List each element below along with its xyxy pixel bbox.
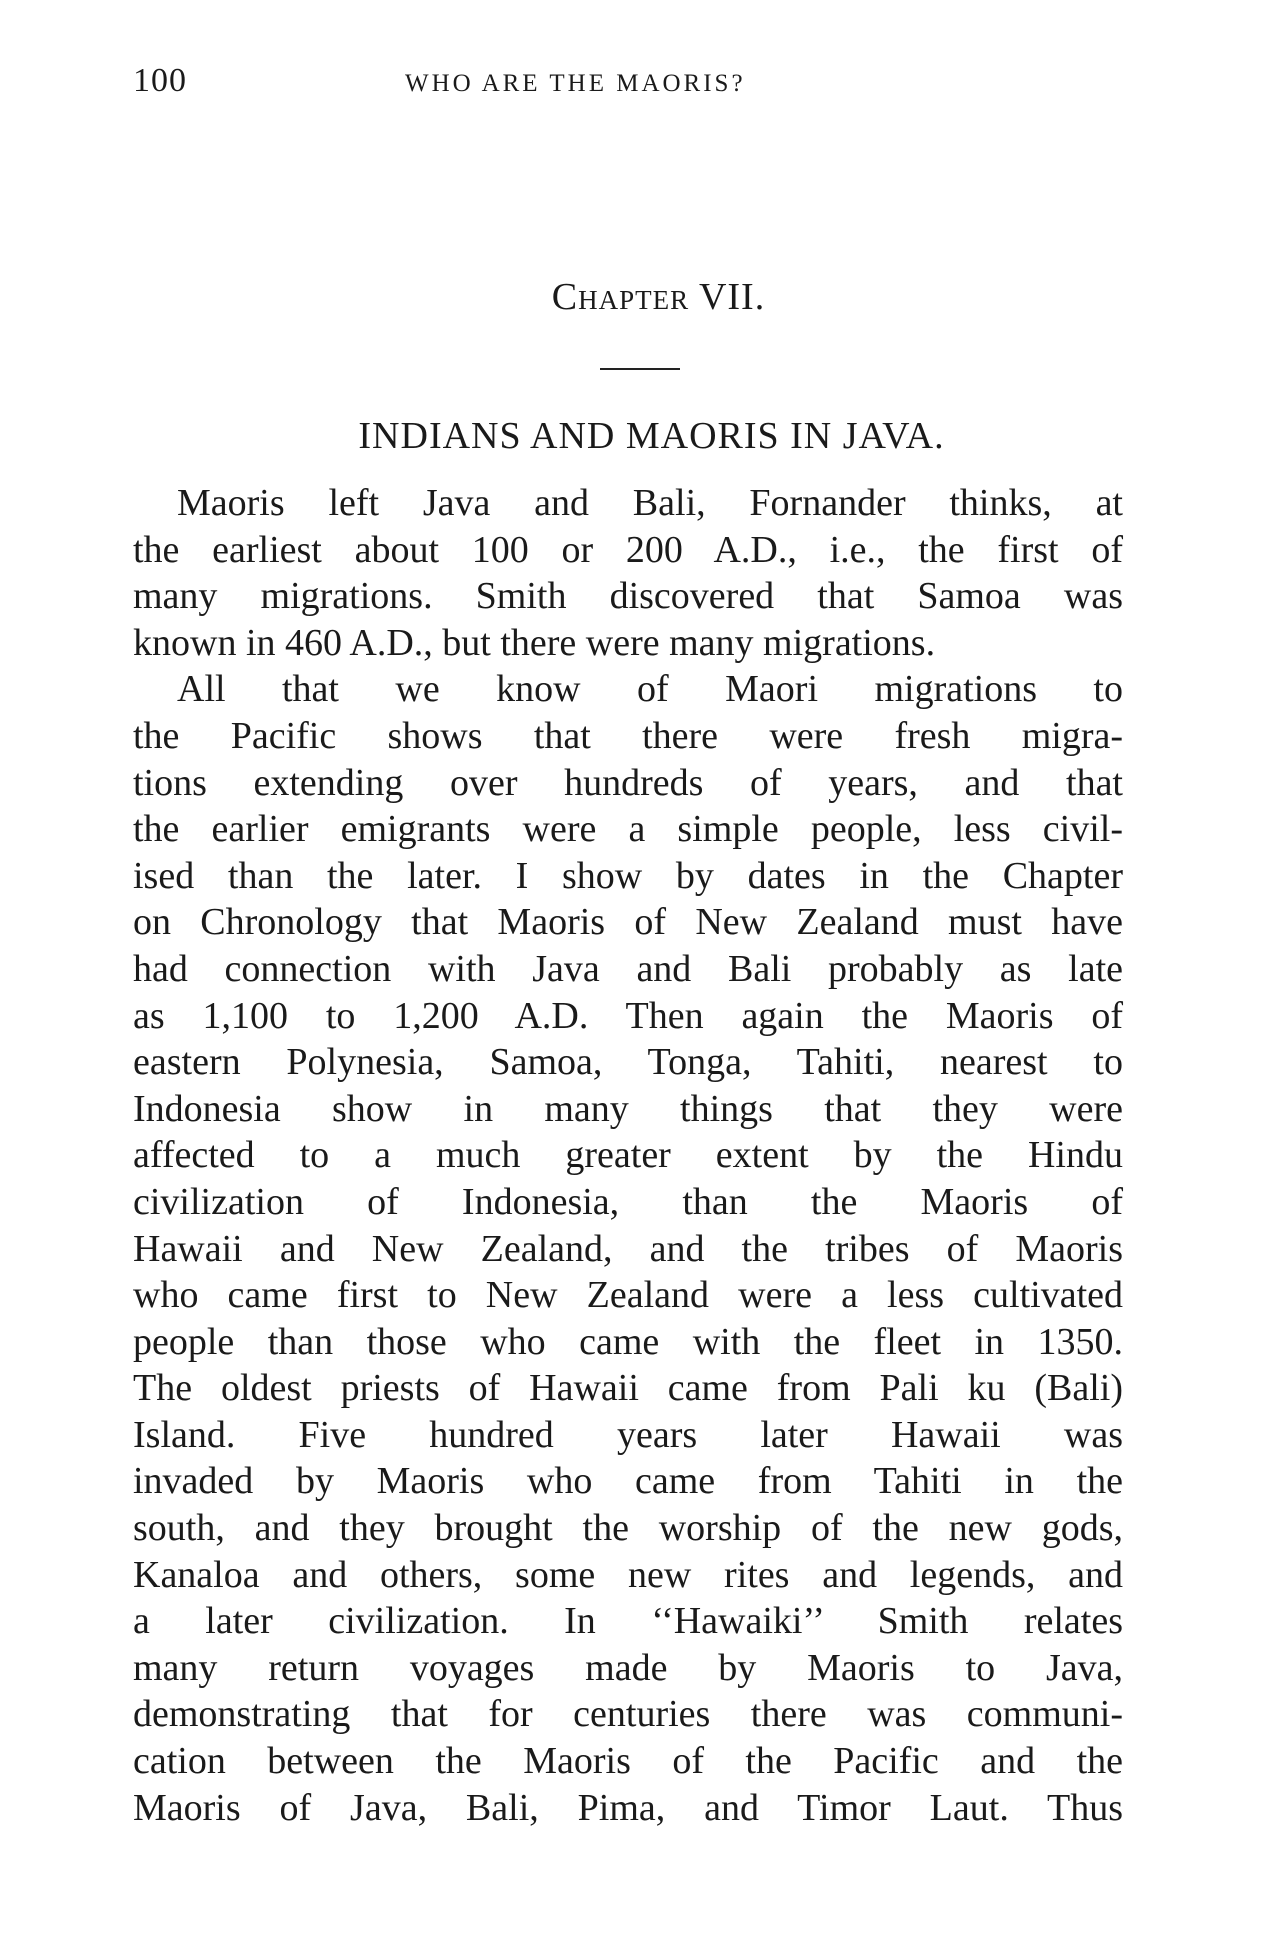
text-line: ised than the later. I show by dates in the Chapter: [133, 854, 1123, 897]
text-line: affected to a much greater extent by the Hindu: [133, 1134, 1123, 1177]
text-line: tions extending over hundreds of years, and that: [133, 761, 1123, 804]
text-line: demonstrating that for centuries there was communi-: [133, 1693, 1123, 1736]
text-line: had connection with Java and Bali probably as late: [133, 947, 1123, 990]
text-line: Maoris of Java, Bali, Pima, and Timor Laut. Thus: [133, 1786, 1123, 1829]
text-line: south, and they brought the worship of the new gods,: [133, 1507, 1123, 1550]
text-line: civilization of Indonesia, than the Maoris of: [133, 1180, 1123, 1223]
text-line: people than those who came with the fleet in 1350.: [133, 1320, 1123, 1363]
paragraph: [133, 666, 1123, 1831]
chapter-label: [0, 275, 1287, 319]
text-line: invaded by Maoris who came from Tahiti in the: [133, 1460, 1123, 1503]
text-line: Kanaloa and others, some new rites and legends, and: [133, 1553, 1123, 1596]
text-line: who came first to New Zealand were a less cultivated: [133, 1274, 1123, 1317]
text-line: many return voyages made by Maoris to Java,: [133, 1646, 1123, 1689]
text-line: eastern Polynesia, Samoa, Tonga, Tahiti, nearest to: [133, 1041, 1123, 1084]
chapter-divider: [600, 368, 680, 370]
text-line: many migrations. Smith discovered that Samoa was: [133, 575, 1123, 618]
paragraph: [133, 480, 1123, 666]
running-head: [133, 62, 1127, 102]
body-text: [133, 480, 1123, 1831]
page-number: 100: [133, 62, 187, 99]
text-line: Indonesia show in many things that they were: [133, 1087, 1123, 1130]
text-line: on Chronology that Maoris of New Zealand must have: [133, 901, 1123, 944]
chapter-word: Chapter: [551, 276, 690, 318]
text-line: the earlier emigrants were a simple people, less civil-: [133, 808, 1123, 851]
text-line: a later civilization. In ‘‘Hawaiki’’ Smith relates: [133, 1600, 1123, 1643]
chapter-number: VII.: [698, 276, 766, 318]
text-line: The oldest priests of Hawaii came from Pali ku (Bali): [133, 1367, 1123, 1410]
text-line: Hawaii and New Zealand, and the tribes of Maoris: [133, 1227, 1123, 1270]
text-line: Maoris left Java and Bali, Fornander thinks, at: [177, 482, 1123, 524]
text-line: known in 460 A.D., but there were many migrations.: [133, 621, 936, 664]
text-line: the earliest about 100 or 200 A.D., i.e., the first of: [133, 528, 1123, 571]
text-line: cation between the Maoris of the Pacific and the: [133, 1740, 1123, 1783]
running-title: WHO ARE THE MAORIS?: [405, 70, 746, 97]
text-line: as 1,100 to 1,200 A.D. Then again the Maoris of: [133, 994, 1123, 1037]
text-line: Island. Five hundred years later Hawaii was: [133, 1413, 1123, 1456]
chapter-title: INDIANS AND MAORIS IN JAVA.: [358, 415, 945, 457]
text-line: All that we know of Maori migrations to: [177, 668, 1123, 711]
text-line: the Pacific shows that there were fresh migra-: [133, 714, 1123, 757]
